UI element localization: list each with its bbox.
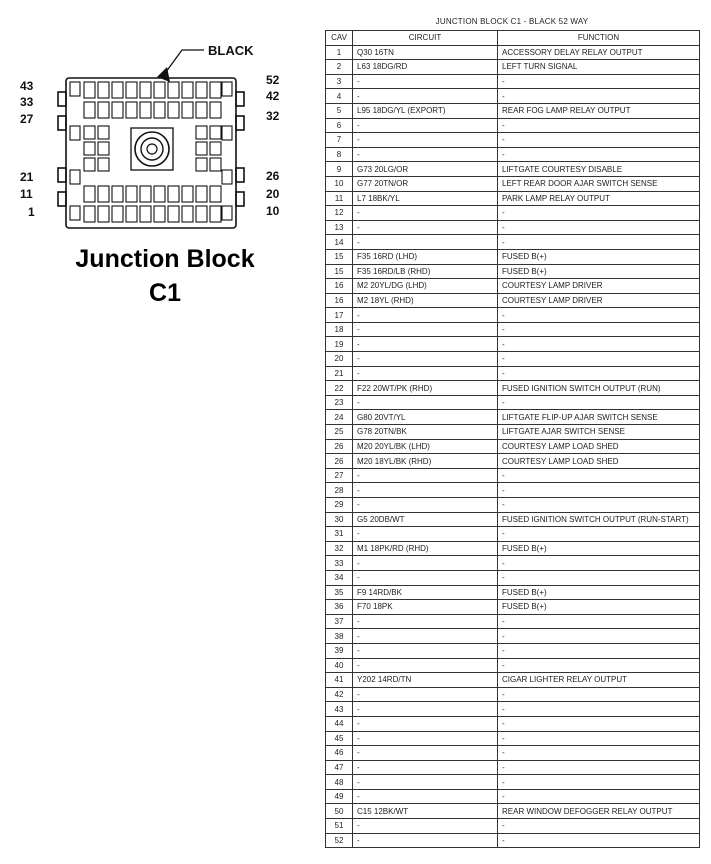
circuit-cell: Y202 14RD/TN [353,673,498,688]
table-row [326,512,700,527]
circuit-cell: C15 12BK/WT [353,804,498,819]
callout-label: BLACK [208,43,254,58]
cav-cell: 22 [326,381,353,396]
function-cell: - [498,702,700,717]
table-row [326,775,700,790]
function-cell: - [498,614,700,629]
function-cell: CIGAR LIGHTER RELAY OUTPUT [498,673,700,688]
circuit-cell: F22 20WT/PK (RHD) [353,381,498,396]
function-cell: - [498,643,700,658]
pin-label-right: 42 [266,89,280,103]
circuit-cell: - [353,731,498,746]
table-row [326,395,700,410]
callout-leader-line [163,50,204,76]
cav-cell: 7 [326,133,353,148]
function-cell: REAR WINDOW DEFOGGER RELAY OUTPUT [498,804,700,819]
table-row [326,804,700,819]
circuit-cell: - [353,235,498,250]
function-cell: FUSED IGNITION SWITCH OUTPUT (RUN-START) [498,512,700,527]
table-row [326,643,700,658]
table-row [326,74,700,89]
table-row [326,541,700,556]
function-cell: LEFT REAR DOOR AJAR SWITCH SENSE [498,176,700,191]
cav-cell: 8 [326,147,353,162]
circuit-cell: - [353,308,498,323]
circuit-cell: - [353,220,498,235]
column-header-function: FUNCTION [498,31,700,46]
circuit-cell: - [353,483,498,498]
cav-cell: 16 [326,293,353,308]
cav-cell: 29 [326,498,353,513]
diagram-caption-subtitle: C1 [149,279,181,307]
function-cell: - [498,716,700,731]
cav-cell: 15 [326,264,353,279]
table-row [326,702,700,717]
function-cell: LIFTGATE COURTESY DISABLE [498,162,700,177]
table-row [326,819,700,834]
function-cell: LEFT TURN SIGNAL [498,60,700,75]
function-cell: - [498,731,700,746]
circuit-cell: - [353,556,498,571]
function-cell: - [498,498,700,513]
cav-cell: 43 [326,702,353,717]
cav-cell: 4 [326,89,353,104]
circuit-cell: - [353,833,498,848]
table-row [326,629,700,644]
function-cell: FUSED B(+) [498,264,700,279]
cav-cell: 21 [326,366,353,381]
function-cell: - [498,337,700,352]
circuit-cell: F9 14RD/BK [353,585,498,600]
circuit-cell: M1 18PK/RD (RHD) [353,541,498,556]
table-row [326,249,700,264]
cav-cell: 41 [326,673,353,688]
cav-cell: 6 [326,118,353,133]
function-cell: FUSED B(+) [498,541,700,556]
circuit-cell: M2 18YL (RHD) [353,293,498,308]
table-row [326,673,700,688]
cav-cell: 37 [326,614,353,629]
connector-cavities [70,82,232,222]
column-header-cav: CAV [326,31,353,46]
cav-cell: 20 [326,352,353,367]
table-title: JUNCTION BLOCK C1 - BLACK 52 WAY [435,17,589,26]
function-cell: - [498,352,700,367]
function-cell: - [498,658,700,673]
table-row [326,614,700,629]
function-cell: FUSED B(+) [498,249,700,264]
cav-cell: 17 [326,308,353,323]
center-stud [131,128,173,170]
function-cell: - [498,775,700,790]
cav-cell: 26 [326,439,353,454]
function-cell: - [498,556,700,571]
cav-cell: 3 [326,74,353,89]
table-row [326,483,700,498]
table-row [326,410,700,425]
pin-label-right: 10 [266,204,280,218]
table-row [326,585,700,600]
cav-cell: 16 [326,279,353,294]
circuit-cell: - [353,468,498,483]
cav-cell: 34 [326,570,353,585]
table-row [326,570,700,585]
pin-label-right: 26 [266,169,280,183]
circuit-cell: - [353,206,498,221]
pin-label-left: 33 [20,95,34,109]
function-cell: LIFTGATE AJAR SWITCH SENSE [498,425,700,440]
function-cell: REAR FOG LAMP RELAY OUTPUT [498,103,700,118]
function-cell: - [498,483,700,498]
circuit-cell: M20 20YL/BK (LHD) [353,439,498,454]
function-cell: - [498,308,700,323]
function-cell: - [498,570,700,585]
circuit-cell: - [353,819,498,834]
cav-cell: 30 [326,512,353,527]
circuit-cell: G78 20TN/BK [353,425,498,440]
function-cell: - [498,118,700,133]
pin-label-left: 43 [20,79,34,93]
cav-cell: 15 [326,249,353,264]
table-row [326,293,700,308]
circuit-cell: L63 18DG/RD [353,60,498,75]
table-row [326,45,700,60]
cav-cell: 44 [326,716,353,731]
function-cell: - [498,235,700,250]
table-row [326,235,700,250]
table-row [326,176,700,191]
circuit-cell: - [353,322,498,337]
pin-label-left: 27 [20,112,34,126]
cav-cell: 45 [326,731,353,746]
pin-label-right: 20 [266,187,280,201]
function-cell: COURTESY LAMP DRIVER [498,279,700,294]
table-row [326,89,700,104]
function-cell: - [498,133,700,148]
table-row [326,381,700,396]
table-row [326,600,700,615]
function-cell: - [498,322,700,337]
function-cell: - [498,147,700,162]
circuit-cell: L95 18DG/YL (EXPORT) [353,103,498,118]
circuit-cell: - [353,352,498,367]
cav-cell: 11 [326,191,353,206]
function-cell: LIFTGATE FLIP-UP AJAR SWITCH SENSE [498,410,700,425]
table-header-row [326,31,700,46]
circuit-cell: - [353,74,498,89]
circuit-cell: F35 16RD (LHD) [353,249,498,264]
table-row [326,60,700,75]
circuit-cell: - [353,527,498,542]
table-row [326,118,700,133]
cav-cell: 9 [326,162,353,177]
cav-cell: 14 [326,235,353,250]
circuit-cell: L7 18BK/YL [353,191,498,206]
column-header-circuit: CIRCUIT [353,31,498,46]
circuit-cell: G5 20DB/WT [353,512,498,527]
cav-cell: 50 [326,804,353,819]
cav-cell: 52 [326,833,353,848]
table-row [326,220,700,235]
table-row [326,352,700,367]
function-cell: - [498,819,700,834]
table-row [326,527,700,542]
function-cell: PARK LAMP RELAY OUTPUT [498,191,700,206]
circuit-cell: - [353,716,498,731]
table-row [326,498,700,513]
table-row [326,366,700,381]
cav-cell: 1 [326,45,353,60]
function-cell: - [498,366,700,381]
circuit-cell: - [353,498,498,513]
function-cell: COURTESY LAMP DRIVER [498,293,700,308]
cav-cell: 25 [326,425,353,440]
table-row [326,264,700,279]
table-row [326,468,700,483]
cav-cell: 48 [326,775,353,790]
cav-cell: 26 [326,454,353,469]
circuit-cell: G73 20LG/OR [353,162,498,177]
circuit-cell: - [353,133,498,148]
circuit-cell: - [353,746,498,761]
function-cell: COURTESY LAMP LOAD SHED [498,454,700,469]
circuit-cell: - [353,775,498,790]
function-cell: - [498,395,700,410]
table-row [326,731,700,746]
function-cell: - [498,220,700,235]
table-row [326,337,700,352]
function-cell: - [498,89,700,104]
function-cell: - [498,789,700,804]
table-row [326,206,700,221]
cav-cell: 18 [326,322,353,337]
table-row [326,322,700,337]
table-row [326,454,700,469]
function-cell: FUSED B(+) [498,600,700,615]
cav-cell: 47 [326,760,353,775]
cav-cell: 35 [326,585,353,600]
table-row [326,425,700,440]
circuit-cell: F35 16RD/LB (RHD) [353,264,498,279]
connector-diagram [0,30,300,230]
circuit-cell: - [353,629,498,644]
circuit-cell: - [353,366,498,381]
table-row [326,147,700,162]
diagram-caption-title: Junction Block [75,245,255,273]
circuit-cell: F70 18PK [353,600,498,615]
circuit-cell: - [353,118,498,133]
cav-cell: 31 [326,527,353,542]
function-cell: - [498,746,700,761]
cav-cell: 23 [326,395,353,410]
pinout-table [325,30,700,848]
circuit-cell: M2 20YL/DG (LHD) [353,279,498,294]
function-cell: - [498,74,700,89]
circuit-cell: - [353,614,498,629]
table-row [326,746,700,761]
cav-cell: 12 [326,206,353,221]
circuit-cell: - [353,147,498,162]
cav-cell: 38 [326,629,353,644]
table-row [326,760,700,775]
cav-cell: 39 [326,643,353,658]
table-row [326,789,700,804]
cav-cell: 5 [326,103,353,118]
pin-label-left: 21 [20,170,34,184]
cav-cell: 46 [326,746,353,761]
function-cell: FUSED IGNITION SWITCH OUTPUT (RUN) [498,381,700,396]
pin-label-left: 1 [28,205,35,219]
function-cell: - [498,527,700,542]
cav-cell: 19 [326,337,353,352]
circuit-cell: M20 18YL/BK (RHD) [353,454,498,469]
table-row [326,162,700,177]
circuit-cell: - [353,658,498,673]
function-cell: FUSED B(+) [498,585,700,600]
table-row [326,439,700,454]
table-row [326,833,700,848]
circuit-cell: Q30 16TN [353,45,498,60]
circuit-cell: - [353,89,498,104]
circuit-cell: G80 20VT/YL [353,410,498,425]
cav-cell: 36 [326,600,353,615]
function-cell: - [498,206,700,221]
table-row [326,279,700,294]
pin-label-right: 52 [266,73,280,87]
table-row [326,133,700,148]
cav-cell: 27 [326,468,353,483]
table-row [326,716,700,731]
cav-cell: 13 [326,220,353,235]
table-row [326,191,700,206]
cav-cell: 28 [326,483,353,498]
circuit-cell: - [353,395,498,410]
cav-cell: 49 [326,789,353,804]
circuit-cell: - [353,337,498,352]
function-cell: COURTESY LAMP LOAD SHED [498,439,700,454]
function-cell: - [498,687,700,702]
cav-cell: 10 [326,176,353,191]
pin-label-right: 32 [266,109,280,123]
table-row [326,687,700,702]
function-cell: ACCESSORY DELAY RELAY OUTPUT [498,45,700,60]
circuit-cell: - [353,760,498,775]
function-cell: - [498,760,700,775]
table-row [326,556,700,571]
cav-cell: 42 [326,687,353,702]
cav-cell: 24 [326,410,353,425]
circuit-cell: - [353,570,498,585]
cav-cell: 33 [326,556,353,571]
table-row [326,103,700,118]
circuit-cell: G77 20TN/OR [353,176,498,191]
circuit-cell: - [353,643,498,658]
table-row [326,308,700,323]
circuit-cell: - [353,687,498,702]
cav-cell: 2 [326,60,353,75]
circuit-cell: - [353,702,498,717]
function-cell: - [498,833,700,848]
function-cell: - [498,629,700,644]
table-row [326,658,700,673]
cav-cell: 51 [326,819,353,834]
circuit-cell: - [353,789,498,804]
cav-cell: 40 [326,658,353,673]
cav-cell: 32 [326,541,353,556]
function-cell: - [498,468,700,483]
pin-label-left: 11 [20,187,33,201]
